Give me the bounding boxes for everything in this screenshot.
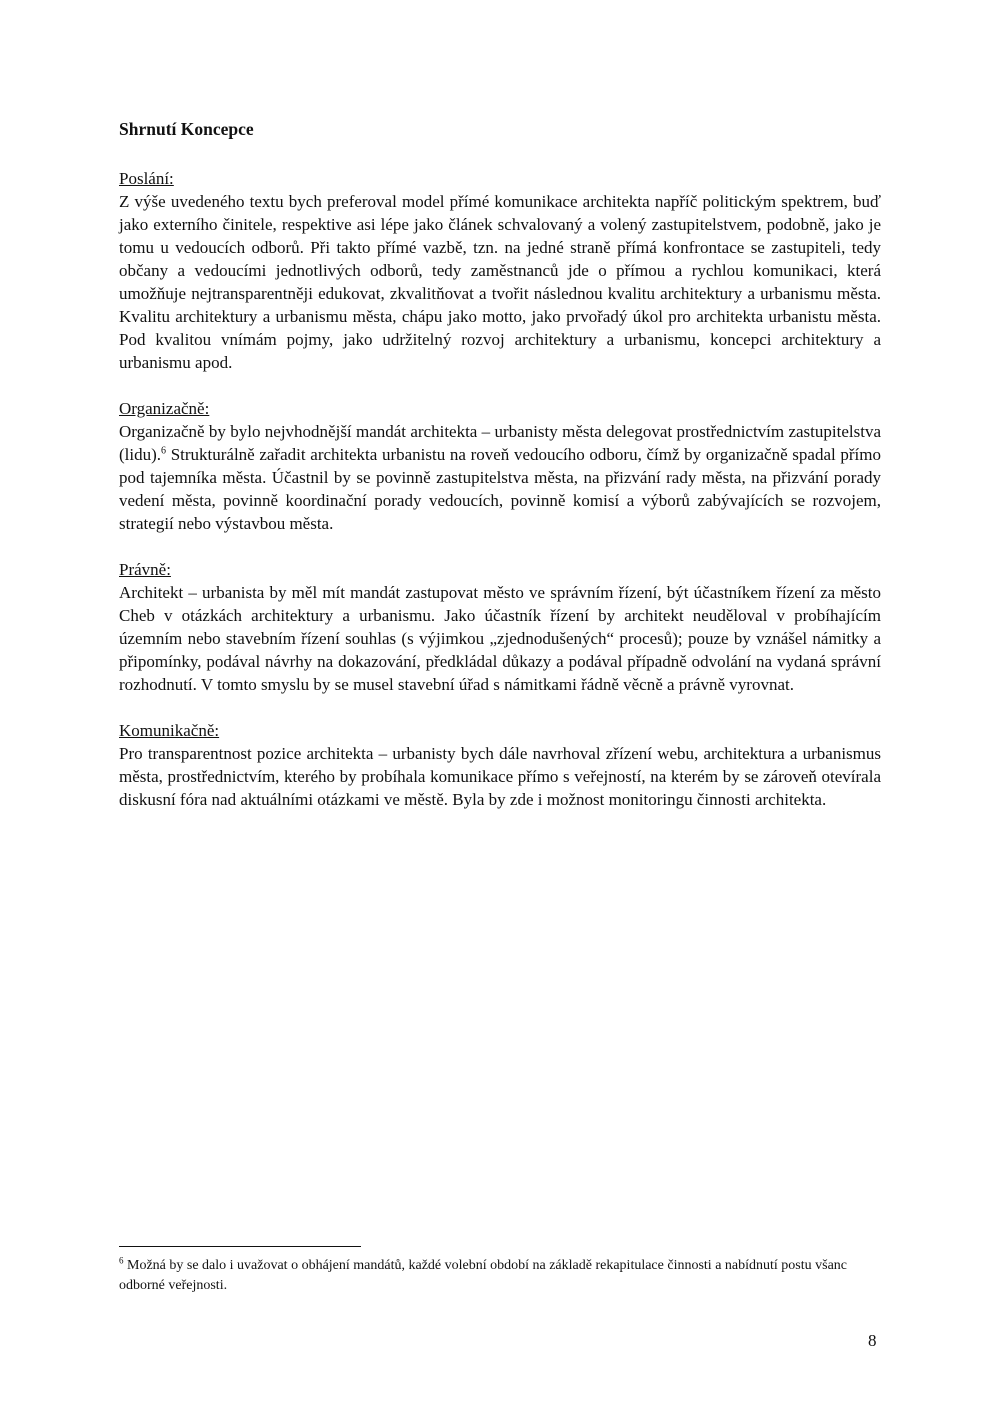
section-heading: Právně: bbox=[119, 560, 171, 579]
section-poslani bbox=[119, 167, 881, 374]
section-paragraph bbox=[119, 420, 881, 535]
paragraph-text-part: Strukturálně zařadit architekta urbanistu na roveň vedoucího odboru, čímž by organizačně spadal přímo pod tajemníka města. Účastnil by se povinně zastupitelstva města, na přizvání rady města, na přizvání porady vedení města, povinně koordinační porady vedoucích, povinně komisí a výborů zabývajících se rozvojem, strategií nebo výstavbou města. bbox=[119, 445, 881, 533]
footnote-divider bbox=[119, 1246, 361, 1247]
page-body bbox=[119, 118, 881, 834]
section-komunikacne bbox=[119, 719, 881, 811]
footnote bbox=[119, 1256, 859, 1296]
page-number: 8 bbox=[868, 1331, 877, 1350]
section-pravne bbox=[119, 558, 881, 696]
section-paragraph: Architekt – urbanista by měl mít mandát zastupovat město ve správním řízení, být účastníkem řízení za město Cheb v otázkách architektury a urbanismu. Jako účastník řízení by architekt neuděloval v probíhajícím územním nebo stavebním řízení souhlas (s výjimkou „zjednodušených“ procesů); pouze by vznášel námitky a připomínky, podával návrhy na dokazování, předkládal důkazy a podával případně odvolání na vydaná správní rozhodnutí. V tomto smyslu by se musel stavební úřad s námitkami řádně věcně a právně vyrovnat. bbox=[119, 583, 881, 694]
section-paragraph: Z výše uvedeného textu bych preferoval model přímé komunikace architekta napříč politickým spektrem, buď jako externího činitele, respektive asi lépe jako článek schvalovaný a volený zastupitelstvem, podobně, jako je tomu u vedoucích odborů. Při takto přímé vazbě, tzn. na jedné straně přímá konfrontace se zastupiteli, tedy občany a vedoucími jednotlivých odborů, tedy zaměstnanců jde o přímou a rychlou komunikaci, která umožňuje nejtransparentněji edukovat, zkvalitňovat a tvořit následnou kvalitu architektury a urbanismu města. Kvalitu architektury a urbanismu města, chápu jako motto, jako prvořadý úkol pro architekta urbanistu města. Pod kvalitou vnímám pojmy, jako udržitelný rozvoj architektury a urbanismu, koncepci architektury a urbanismu apod. bbox=[119, 192, 881, 372]
section-organizacne bbox=[119, 397, 881, 535]
paragraph-text-part: Organizačně by bylo nejvhodnější mandát architekta – urbanisty města delegovat prostřednictvím zastupitelstva (lidu). bbox=[119, 422, 881, 464]
footnote-mark: 6 bbox=[119, 1255, 124, 1266]
section-paragraph: Pro transparentnost pozice architekta – urbanisty bych dále navrhoval zřízení webu, architektura a urbanismus města, prostřednictvím, kterého by probíhala komunikace přímo s veřejností, na kterém by se zároveň otevírala diskusní fóra nad aktuálními otázkami ve městě. Byla by zde i možnost monitoringu činnosti architekta. bbox=[119, 744, 881, 809]
footnote-text: Možná by se dalo i uvažovat o obhájení mandátů, každé volební období na základě rekapitulace činnosti a nabídnutí postu všanc odborné veřejnosti. bbox=[119, 1258, 848, 1293]
page-title: Shrnutí Koncepce bbox=[119, 119, 254, 139]
section-heading: Poslání: bbox=[119, 169, 174, 188]
section-heading: Komunikačně: bbox=[119, 721, 220, 740]
section-heading: Organizačně: bbox=[119, 399, 210, 418]
footnote-reference: 6 bbox=[161, 445, 167, 457]
